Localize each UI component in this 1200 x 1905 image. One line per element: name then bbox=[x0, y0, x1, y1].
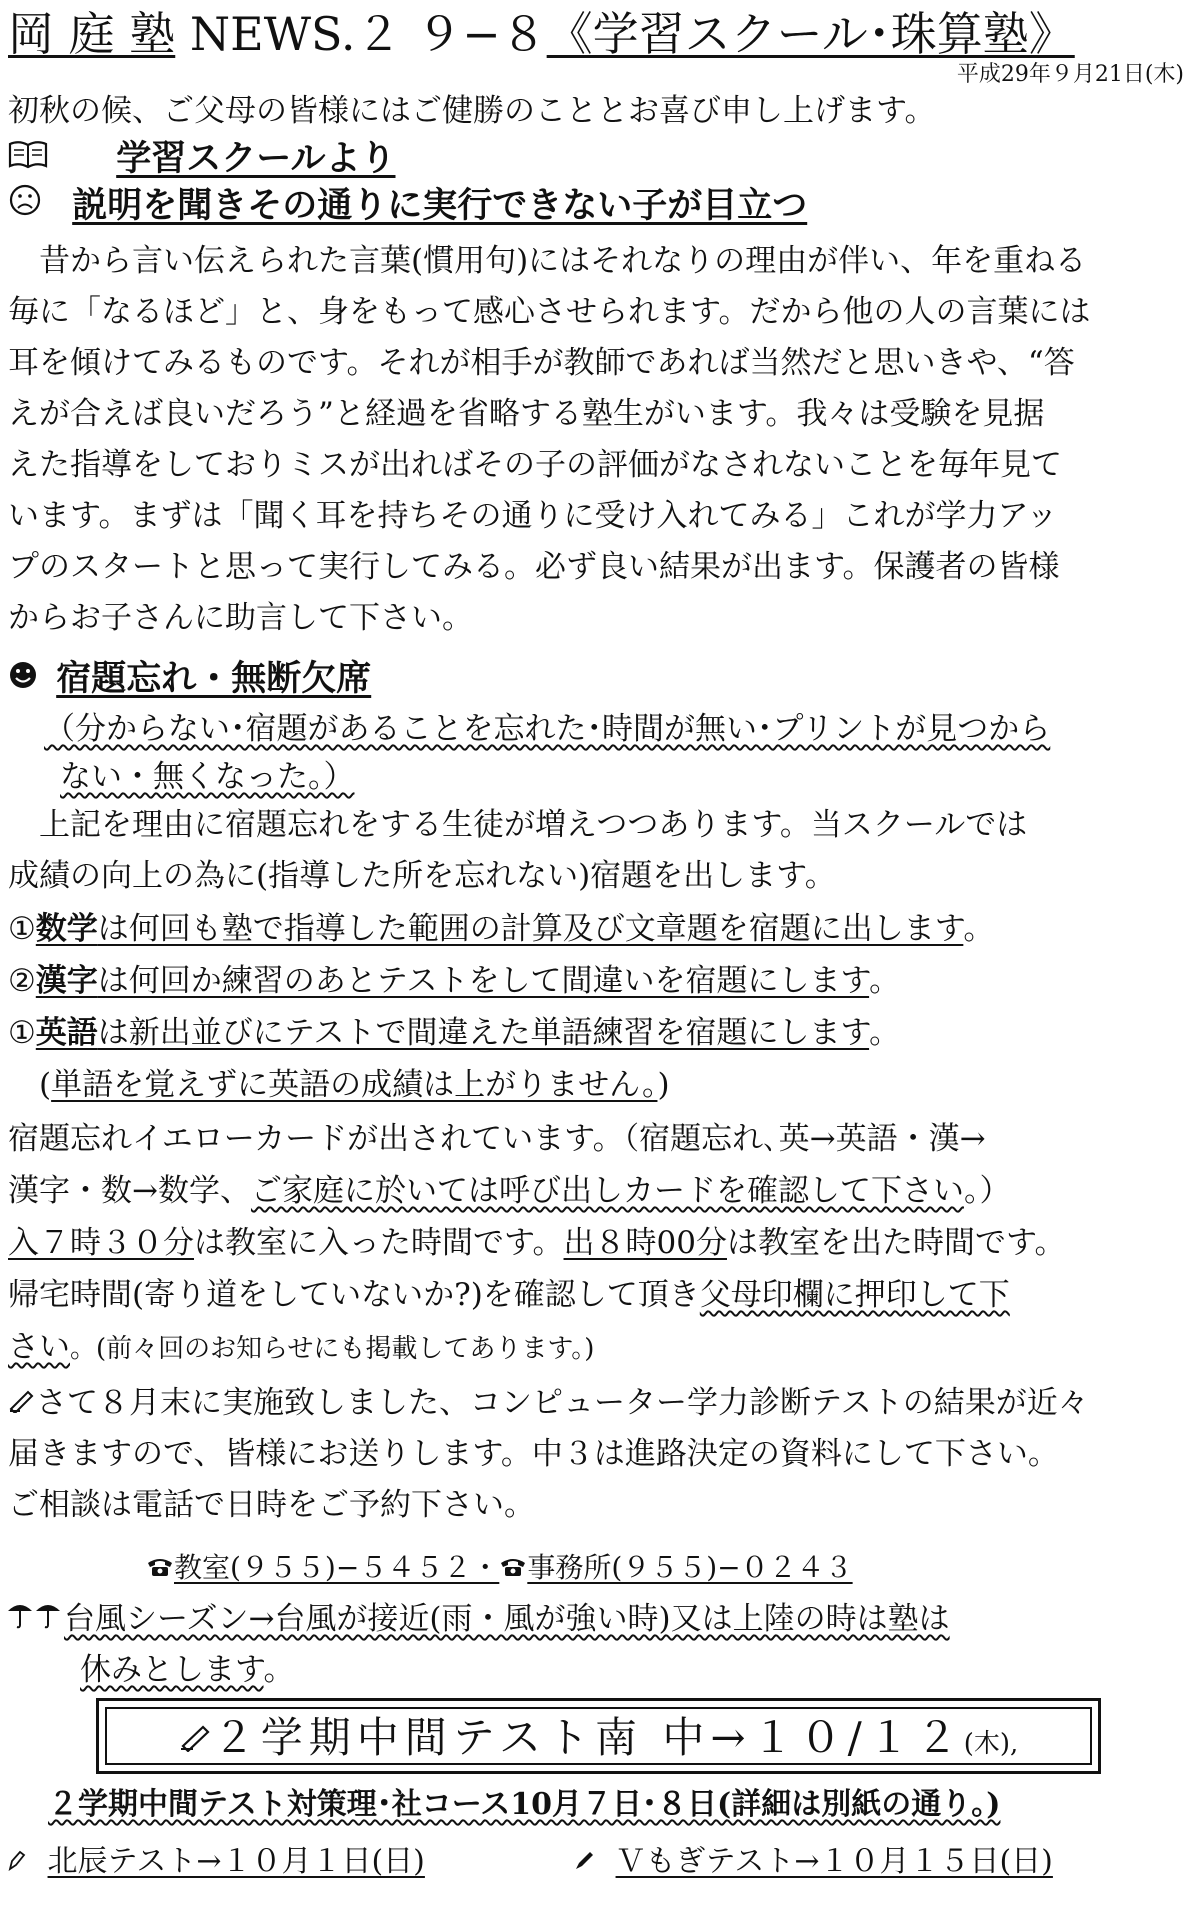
homework-item-kanji: ②漢字は何回か練習のあとテストをして間違いを宿題にします。 bbox=[8, 963, 901, 999]
test-schedule-hokushin: 北辰テスト→１０月１日(日) bbox=[6, 1840, 425, 1884]
contact-line bbox=[146, 1548, 853, 1588]
writing-hand-icon bbox=[8, 1378, 36, 1429]
body-line: 昔から言い伝えられた言葉(慣用句)にはそれなりの理由が伴い、年を重ねる bbox=[8, 243, 1087, 279]
section-heading-school bbox=[8, 136, 396, 182]
homework-heading bbox=[8, 656, 371, 702]
homework-item-english: ①英語は新出並びにテストで間違えた単語練習を宿題にします。 bbox=[8, 1015, 901, 1051]
body-line: からお子さんに助言して下さい。 bbox=[8, 600, 473, 636]
newsletter-title bbox=[8, 6, 1075, 62]
subject-english: 英語 bbox=[35, 1015, 98, 1051]
newsletter-subtitle: 《学習スクール･珠算塾》 bbox=[546, 7, 1075, 61]
time-in: 入７時３０分 bbox=[8, 1225, 194, 1261]
english-note: (単語を覚えずに英語の成績は上がりません。) bbox=[8, 1067, 670, 1103]
smile-face-icon bbox=[8, 656, 38, 702]
homework-item-math: ①数学は何回も塾で指導した範囲の計算及び文章題を宿題に出します。 bbox=[8, 911, 995, 947]
subject-math: 数学 bbox=[35, 911, 98, 947]
pen-icon bbox=[574, 1840, 596, 1884]
prep-course-line: ２学期中間テスト対策理･社コース10月７日･８日(詳細は別紙の通り。) bbox=[48, 1787, 1001, 1822]
greeting-text: 初秋の候、ご父母の皆様にはご健勝のこととお喜び申し上げます。 bbox=[8, 93, 936, 129]
umbrella-icon bbox=[6, 1594, 64, 1645]
reasons-line-2: ない・無くなった。） bbox=[60, 759, 355, 795]
home-time-line-2: さい。(前々回のお知らせにも掲載してあります。) bbox=[8, 1329, 595, 1365]
test-results-notice: さて８月末に実施致しました、コンピューター学力診断テストの結果が近々 届きますので、皆様にお送りします。中３は進路決定の資料にして下さい。 ご相談は電話で日時をご予約下さい。 bbox=[8, 1378, 1193, 1531]
body-line: 毎に「なるほど」と、身をもって感心させられます。だから他の人の言葉には bbox=[8, 294, 1091, 330]
telephone-icon bbox=[499, 1548, 527, 1588]
body-line: 耳を傾けてみるものです。それが相手が教師であれば当然だと思いきや、“答 bbox=[8, 345, 1075, 381]
yellow-card-line-2: 漢字・数→数学、ご家庭に於いては呼び出しカードを確認して下さい。） bbox=[8, 1173, 1011, 1209]
subheading-row bbox=[8, 183, 807, 229]
telephone-icon bbox=[146, 1548, 174, 1588]
section-heading-text: 学習スクールより bbox=[116, 138, 396, 179]
home-time-line: 帰宅時間(寄り道をしていないか?)を確認して頂き父母印欄に押印して下 bbox=[8, 1277, 1010, 1313]
reasons-line-1: （分からない･宿題があることを忘れた･時間が無い･プリントが見つから bbox=[44, 711, 1051, 747]
homework-heading-text: 宿題忘れ・無断欠席 bbox=[56, 658, 372, 699]
test-schedule-vmogi: Ｖもぎテスト→１０月１５日(日) bbox=[574, 1840, 1053, 1884]
writing-hand-icon bbox=[179, 1709, 213, 1767]
body-line: えた指導をしておりミスが出ればその子の評価がなされないことを毎年見て bbox=[8, 447, 1062, 483]
yellow-card-line-1: 宿題忘れイエローカードが出されています。（宿題忘れ､英→英語・漢→ bbox=[8, 1121, 986, 1157]
news-number: NEWS.２ ９−８ bbox=[189, 7, 547, 61]
issue-date: 平成29年９月21日(木) bbox=[956, 62, 1184, 87]
classroom-phone: 教室(９５５)−５４５２・ bbox=[174, 1551, 500, 1584]
pencil-icon bbox=[6, 1840, 28, 1884]
body-line: プのスタートと思って実行してみる。必ず良い結果が出ます。保護者の皆様 bbox=[8, 549, 1060, 585]
school-name: 岡 庭 塾 bbox=[8, 7, 176, 61]
subject-kanji: 漢字 bbox=[35, 963, 98, 999]
section1-body bbox=[8, 236, 1193, 644]
midterm-test-box bbox=[96, 1698, 1101, 1774]
typhoon-notice: 台風シーズン→台風が接近(雨・風が強い時)又は上陸の時は塾は 休みとします。 bbox=[6, 1594, 1191, 1696]
midterm-test-text: ２学期中間テスト南 中→１０/１２(木), bbox=[107, 1709, 1090, 1773]
body-line: えが合えば良いだろう”と経過を省略する塾生がいます。我々は受験を見据 bbox=[8, 396, 1045, 432]
frown-face-icon bbox=[8, 183, 42, 229]
time-out: 出８時00分 bbox=[563, 1225, 727, 1261]
attendance-times: 入７時３０分は教室に入った時間です。出８時00分は教室を出た時間です。 bbox=[8, 1225, 1066, 1261]
body-line: います。まずは「聞く耳を持ちその通りに受け入れてみる」これが学力アッ bbox=[8, 498, 1058, 534]
book-icon bbox=[8, 136, 48, 182]
homework-intro: 上記を理由に宿題忘れをする生徒が増えつつあります。当スクールでは 成績の向上の為に(指導した所を忘れない)宿題を出します。 bbox=[8, 807, 1028, 894]
subheading-text: 説明を聞きその通りに実行できない子が目立つ bbox=[72, 185, 808, 226]
office-phone: 事務所(９５５)−０２４３ bbox=[527, 1551, 853, 1584]
